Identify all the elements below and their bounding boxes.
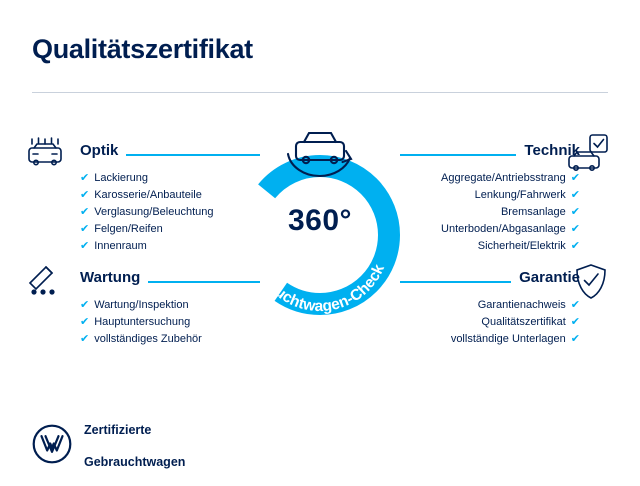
badge-center-label: 360°: [287, 204, 353, 237]
check-icon: ✔: [570, 333, 580, 345]
vw-logo-icon: [32, 424, 72, 469]
check-icon: ✔: [80, 333, 90, 345]
section-technik: [400, 143, 580, 255]
section-garantie-header: [400, 270, 580, 287]
list-item-label: vollständiges Zubehör: [94, 333, 202, 345]
check-icon: ✔: [570, 316, 580, 328]
section-garantie-items: [400, 297, 580, 348]
list-item-label: Lackierung: [94, 172, 149, 184]
list-item: [400, 297, 580, 314]
list-item: [400, 331, 580, 348]
title-divider: [32, 92, 608, 93]
list-item-label: Wartung/Inspektion: [94, 299, 189, 311]
check-icon: ✔: [80, 240, 90, 252]
list-item-label: Verglasung/Beleuchtung: [94, 206, 214, 218]
section-technik-rule: [400, 154, 516, 156]
list-item-label: Felgen/Reifen: [94, 223, 163, 235]
footer-text: [84, 406, 185, 486]
check-icon: ✔: [570, 172, 580, 184]
check-icon: ✔: [570, 206, 580, 218]
footer-line-1: Zertifizierte: [84, 423, 152, 437]
list-item-label: Karosserie/Anbauteile: [94, 189, 202, 201]
footer-line-2: Gebrauchtwagen: [84, 455, 186, 469]
check-icon: ✔: [80, 299, 90, 311]
list-item: [400, 238, 580, 255]
list-item-label: vollständige Unterlagen: [450, 333, 566, 345]
badge-360-check: [224, 120, 416, 320]
list-item-label: Sicherheit/Elektrik: [477, 240, 566, 252]
section-technik-title: Technik: [524, 142, 580, 159]
list-item-label: Bremsanlage: [500, 206, 566, 218]
check-icon: ✔: [80, 316, 90, 328]
footer: [32, 406, 185, 486]
list-item-label: Innenraum: [94, 240, 147, 252]
list-item: [400, 204, 580, 221]
list-item-label: Hauptuntersuchung: [94, 316, 191, 328]
check-icon: ✔: [80, 206, 90, 218]
list-item: [400, 314, 580, 331]
section-garantie-title: Garantie: [519, 269, 580, 286]
badge-arc-label: Gebrauchtwagen-Check: [248, 251, 388, 316]
check-icon: ✔: [570, 299, 580, 311]
check-icon: ✔: [570, 189, 580, 201]
tools-icon: [24, 262, 68, 303]
svg-text:Gebrauchtwagen-Check: [248, 251, 388, 315]
list-item: [80, 331, 260, 348]
section-technik-header: [400, 143, 580, 160]
section-optik-title: Optik: [80, 142, 119, 159]
list-item-label: Qualitätszertifikat: [481, 316, 566, 328]
page-title: Qualitätszertifikat: [32, 34, 253, 64]
car-wash-icon: [24, 132, 68, 177]
check-icon: ✔: [570, 240, 580, 252]
list-item-label: Aggregate/Antriebsstrang: [441, 172, 566, 184]
list-item-label: Unterboden/Abgasanlage: [441, 223, 566, 235]
list-item: [400, 170, 580, 187]
section-garantie-rule: [400, 281, 511, 283]
check-icon: ✔: [80, 223, 90, 235]
list-item: [400, 221, 580, 238]
list-item-label: Garantienachweis: [477, 299, 566, 311]
check-icon: ✔: [80, 172, 90, 184]
section-technik-items: [400, 170, 580, 255]
check-icon: ✔: [80, 189, 90, 201]
section-garantie: [400, 270, 580, 348]
check-icon: ✔: [570, 223, 580, 235]
section-wartung-title: Wartung: [80, 269, 141, 286]
list-item-label: Lenkung/Fahrwerk: [474, 189, 566, 201]
list-item: [400, 187, 580, 204]
